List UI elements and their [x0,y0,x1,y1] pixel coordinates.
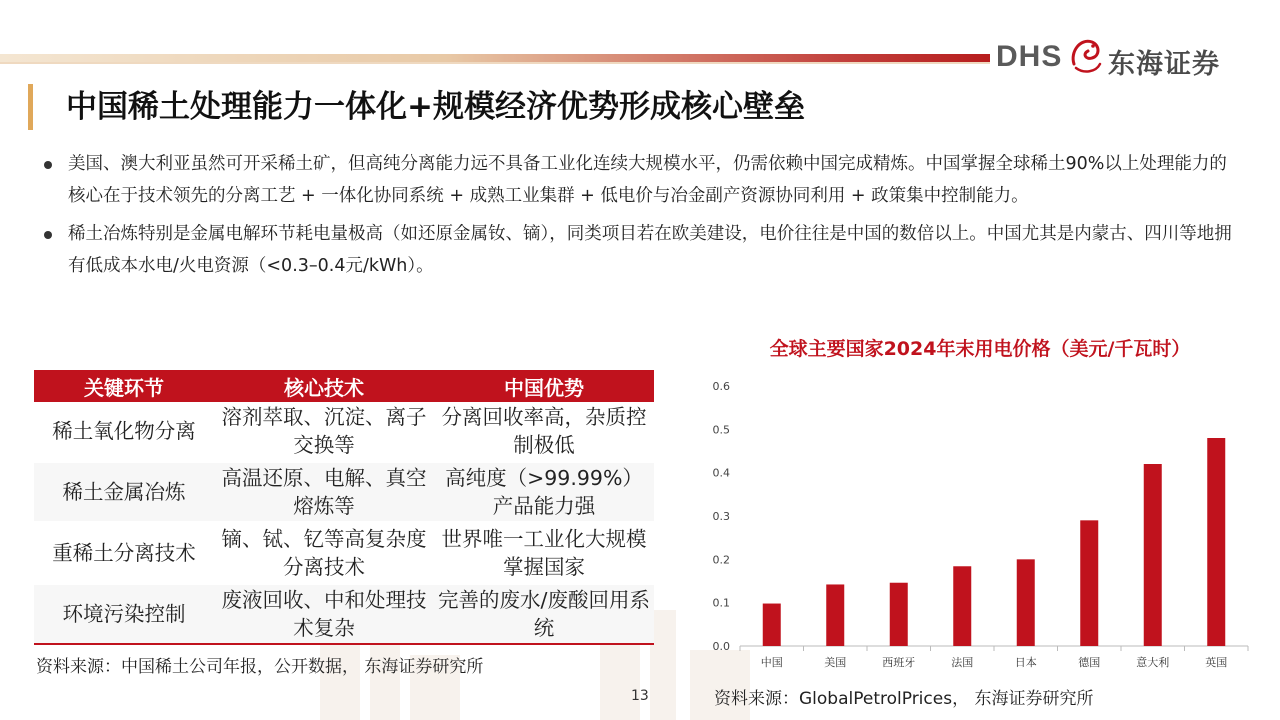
title-accent-bar [28,84,33,130]
table-cell: 环境污染控制 [34,584,214,645]
logo-text-cn: 东海证券 [1108,49,1220,80]
header-decor-band [0,54,990,62]
x-tick-label: 日本 [1014,656,1037,669]
y-tick-label: 0.5 [712,423,730,437]
table-cell: 镝、铽、钇等高复杂度分离技术 [214,523,434,584]
dragon-icon [1066,34,1106,78]
logo-text-en: DHS [996,40,1063,73]
chart-bar [1144,464,1162,646]
table-cell: 溶剂萃取、沉淀、离子交换等 [214,402,434,462]
bullet-text: 稀土冶炼特别是金属电解环节耗电量极高（如还原金属钕、镝），同类项目若在欧美建设，电价往往是中国的数倍以上。中国尤其是内蒙古、四川等地拥有低成本水电/火电资源（<0.3–0.4元/kWh）。 [68,224,1232,276]
table-cell: 完善的废水/废酸回用系统 [434,584,654,645]
chart-bar [953,566,971,646]
x-tick-label: 中国 [760,656,783,669]
table-cell: 废液回收、中和处理技术复杂 [214,584,434,645]
y-tick-label: 0.3 [712,510,730,523]
x-tick-label: 美国 [824,656,847,669]
table-cell: 重稀土分离技术 [34,523,214,584]
table-header-cell: 中国优势 [434,370,654,402]
chart-bar [1080,520,1098,646]
table-source-note: 资料来源：中国稀土公司年报，公开数据， 东海证券研究所 [36,657,484,677]
x-tick-label: 意大利 [1136,656,1170,669]
chart-bar [1207,438,1225,646]
bullet-dot [44,231,52,239]
header-decor-line [0,62,990,64]
chart-source-note: 资料来源：GlobalPetrolPrices， 东海证券研究所 [714,689,1094,709]
y-tick-label: 0.6 [712,380,730,393]
x-tick-label: 英国 [1205,656,1228,669]
table-row [34,402,654,462]
x-tick-label: 德国 [1078,656,1101,669]
table-cell: 高温还原、电解、真空熔炼等 [214,462,434,523]
x-tick-label: 法国 [951,656,974,669]
table-header-cell: 核心技术 [214,370,434,402]
bullet-text: 美国、澳大利亚虽然可开采稀土矿，但高纯分离能力远不具备工业化连续大规模水平，仍需依赖中国完成精炼。中国掌握全球稀土90%以上处理能力的核心在于技术领先的分离工艺 + 一体化协同系统 + 成熟工业集群 + 低电价与冶金副产资源协同利用 + 政策集中控制能力。 [68,154,1227,206]
page-title: 中国稀土处理能力一体化+规模经济优势形成核心壁垒 [66,89,805,125]
y-tick-label: 0.1 [712,596,730,610]
bullet-item [44,148,1244,212]
bullet-item [44,218,1244,282]
chart-bar [826,584,844,646]
chart-bar [890,583,908,646]
table-cell: 分离回收率高，杂质控制极低 [434,402,654,462]
y-tick-label: 0.0 [712,640,730,653]
table-cell: 稀土金属冶炼 [34,462,214,523]
chart-bar [763,604,781,646]
key-process-table [34,370,654,645]
table-header-cell: 关键环节 [34,370,214,402]
table-row [34,462,654,523]
table-row [34,584,654,645]
bullet-dot [44,161,52,169]
table-cell: 稀土氧化物分离 [34,402,214,462]
company-logo [996,34,1256,78]
bullet-list [44,148,1244,288]
y-tick-label: 0.4 [712,466,730,480]
page-number: 13 [631,688,649,704]
chart-bar [1017,559,1035,646]
electricity-price-chart [700,370,1260,680]
table-cell: 世界唯一工业化大规模掌握国家 [434,523,654,584]
table-cell: 高纯度（>99.99%）产品能力强 [434,462,654,523]
table-header-row [34,370,654,402]
table-row [34,523,654,584]
x-tick-label: 西班牙 [882,656,916,669]
y-tick-label: 0.2 [712,553,730,567]
chart-title: 全球主要国家2024年末用电价格（美元/千瓦时） [769,338,1191,360]
